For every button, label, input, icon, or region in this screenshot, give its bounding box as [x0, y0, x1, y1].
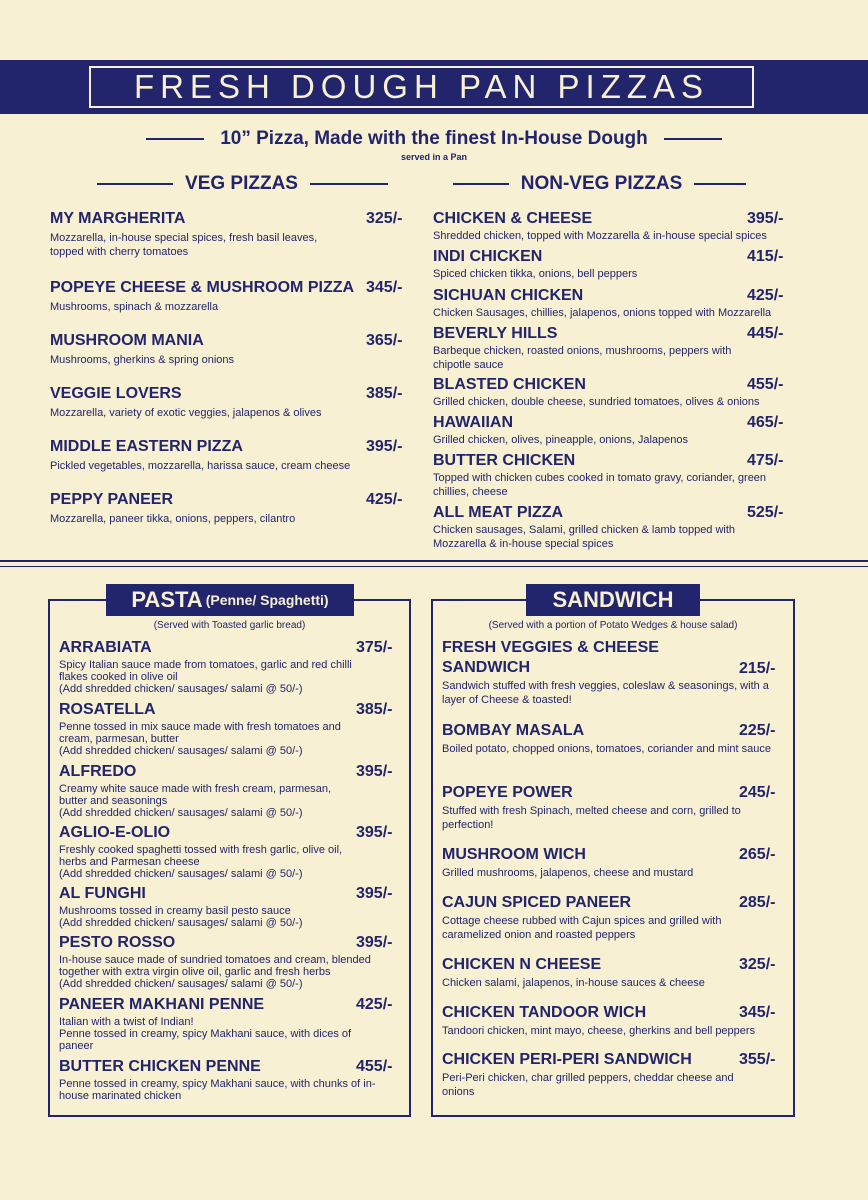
item-desc: Shredded chicken, topped with Mozzarella & in-house special spices: [433, 230, 767, 242]
item-name: PEPPY PANEER: [50, 491, 174, 508]
item-desc: Grilled mushrooms, jalapenos, cheese and mustard: [442, 867, 694, 879]
item-price: 525/-: [747, 504, 784, 521]
item-price: 425/-: [747, 287, 784, 304]
item-desc: Penne tossed in creamy, spicy Makhani sauce, with chunks of in-house marinated chicken: [59, 1078, 376, 1102]
decorative-rule: [694, 183, 746, 185]
subtitle: 10” Pizza, Made with the finest In-House Dough: [220, 128, 648, 149]
nonveg-heading: NON-VEG PIZZAS: [520, 173, 683, 194]
item-price: 415/-: [747, 248, 784, 265]
item-price: 455/-: [356, 1058, 393, 1075]
item-desc: Peri-Peri chicken, char grilled peppers, cheddar cheese and onions: [442, 1072, 734, 1098]
item-desc-block: [59, 721, 364, 757]
item-desc: Mozzarella, variety of exotic veggies, jalapenos & olives: [50, 407, 322, 419]
section-divider: [0, 566, 868, 567]
pasta-title-suffix: (Penne/ Spaghetti): [205, 592, 329, 608]
item-price: 445/-: [747, 325, 784, 342]
subtitle-row: [0, 126, 868, 152]
decorative-rule: [453, 183, 509, 185]
item-desc: Topped with chicken cubes cooked in tomato gravy, coriander, green chillies, cheese: [433, 472, 767, 498]
served-note: served in a Pan: [400, 152, 468, 162]
item-price: 395/-: [356, 885, 393, 902]
item-desc: Mushrooms, spinach & mozzarella: [50, 301, 219, 313]
item-desc: Stuffed with fresh Spinach, melted cheese and corn, grilled to perfection!: [442, 805, 741, 831]
item-price: 225/-: [739, 722, 776, 739]
item-desc-block: [59, 954, 401, 990]
item-price: 395/-: [356, 934, 393, 951]
item-desc: Freshly cooked spaghetti tossed with fresh garlic, olive oil, herbs and Parmesan cheese: [59, 844, 343, 868]
item-desc: In-house sauce made of sundried tomatoes and cream, blended together with extra virgin olive oil, garlic and fresh herbs: [59, 954, 371, 978]
item-addon: (Add shredded chicken/ sausages/ salami @ 50/-): [59, 745, 303, 757]
item-desc: Grilled chicken, olives, pineapple, onions, Jalapenos: [433, 434, 688, 446]
item-desc: Mozzarella, paneer tikka, onions, peppers, cilantro: [50, 513, 296, 525]
item-name: MUSHROOM WICH: [442, 846, 586, 863]
item-addon: (Add shredded chicken/ sausages/ salami @ 50/-): [59, 807, 303, 819]
item-name: POPEYE CHEESE & MUSHROOM PIZZA: [50, 279, 355, 296]
item-name: CHICKEN & CHEESE: [433, 210, 593, 227]
item-name: ARRABIATA: [59, 639, 152, 656]
item-desc-block: [59, 659, 359, 695]
item-addon: Penne tossed in creamy, spicy Makhani sauce, with dices of paneer: [59, 1028, 352, 1052]
decorative-rule: [310, 183, 388, 185]
item-price: 465/-: [747, 414, 784, 431]
item-name: ALL MEAT PIZZA: [433, 504, 564, 521]
item-desc: Barbeque chicken, roasted onions, mushrooms, peppers with chipotle sauce: [433, 345, 732, 371]
item-desc: Grilled chicken, double cheese, sundried tomatoes, olives & onions: [433, 396, 760, 408]
item-desc: Spiced chicken tikka, onions, bell peppers: [433, 268, 638, 280]
item-desc: Cottage cheese rubbed with Cajun spices and grilled with caramelized onion and roasted peppers: [442, 915, 722, 941]
item-price: 425/-: [366, 491, 403, 508]
sandwich-title: [526, 584, 700, 616]
item-price: 395/-: [366, 438, 403, 455]
sandwich-note: (Served with a portion of Potato Wedges & house salad): [488, 620, 738, 631]
item-price: 455/-: [747, 376, 784, 393]
item-name: CAJUN SPICED PANEER: [442, 894, 632, 911]
item-desc: Penne tossed in mix sauce made with fresh tomatoes and cream, parmesan, butter: [59, 721, 341, 745]
item-desc-block: [59, 1016, 374, 1052]
item-price: 345/-: [366, 279, 403, 296]
title-banner: [0, 60, 868, 114]
pasta-title: [106, 584, 354, 616]
item-name: CHICKEN TANDOOR WICH: [442, 1004, 647, 1021]
item-desc-block: [59, 844, 359, 880]
item-name: POPEYE POWER: [442, 784, 573, 801]
item-desc: Chicken sausages, Salami, grilled chicken & lamb topped with Mozzarella & in-house special spices: [433, 524, 736, 550]
item-price: 245/-: [739, 784, 776, 801]
decorative-rule: [146, 138, 204, 140]
item-price: 355/-: [739, 1051, 776, 1068]
item-price: 385/-: [356, 701, 393, 718]
item-name: ROSATELLA: [59, 701, 156, 718]
item-name: HAWAIIAN: [433, 414, 513, 431]
item-desc: Boiled potato, chopped onions, tomatoes, coriander and mint sauce: [442, 743, 771, 755]
item-addon: (Add shredded chicken/ sausages/ salami @ 50/-): [59, 917, 303, 929]
item-name: CHICKEN PERI-PERI SANDWICH: [442, 1051, 692, 1068]
item-price: 385/-: [366, 385, 403, 402]
item-name: MUSHROOM MANIA: [50, 332, 204, 349]
veg-heading: VEG PIZZAS: [185, 173, 298, 194]
title-frame: [89, 66, 754, 108]
item-desc: Chicken salami, jalapenos, in-house sauces & cheese: [442, 977, 705, 989]
item-price: 215/-: [739, 660, 776, 677]
item-price: 325/-: [739, 956, 776, 973]
item-price: 365/-: [366, 332, 403, 349]
sandwich-title-text: SANDWICH: [552, 587, 674, 612]
item-desc: Mushrooms tossed in creamy basil pesto sauce: [59, 905, 291, 917]
item-price: 345/-: [739, 1004, 776, 1021]
item-price: 285/-: [739, 894, 776, 911]
item-addon: (Add shredded chicken/ sausages/ salami @ 50/-): [59, 978, 303, 990]
item-name: PESTO ROSSO: [59, 934, 176, 951]
item-name: VEGGIE LOVERS: [50, 385, 182, 402]
item-addon: (Add shredded chicken/ sausages/ salami @ 50/-): [59, 683, 303, 695]
veg-heading-row: [90, 172, 395, 196]
item-desc: Spicy Italian sauce made from tomatoes, garlic and red chilli flakes cooked in olive oil: [59, 659, 352, 683]
item-name: INDI CHICKEN: [433, 248, 543, 265]
item-desc: Pickled vegetables, mozzarella, harissa sauce, cream cheese: [50, 460, 351, 472]
item-desc-block: [59, 905, 359, 929]
pasta-title-text: PASTA: [131, 587, 203, 612]
item-price: 395/-: [356, 763, 393, 780]
item-price: 395/-: [747, 210, 784, 227]
item-price: 395/-: [356, 824, 393, 841]
item-desc: Italian with a twist of Indian!: [59, 1016, 194, 1028]
item-desc-block: [59, 1078, 399, 1102]
item-desc: Sandwich stuffed with fresh veggies, coleslaw & seasonings, with a layer of Cheese & toasted!: [442, 680, 769, 706]
item-price: 265/-: [739, 846, 776, 863]
item-desc: Creamy white sauce made with fresh cream, parmesan, butter and seasonings: [59, 783, 332, 807]
item-name: AL FUNGHI: [59, 885, 146, 902]
item-desc: Mushrooms, gherkins & spring onions: [50, 354, 235, 366]
section-divider: [0, 560, 868, 562]
item-name: BUTTER CHICKEN: [433, 452, 576, 469]
item-desc: Chicken Sausages, chillies, jalapenos, onions topped with Mozzarella: [433, 307, 772, 319]
item-name: MIDDLE EASTERN PIZZA: [50, 438, 243, 455]
item-name: MY MARGHERITA: [50, 210, 186, 227]
nonveg-heading-row: [446, 172, 753, 196]
item-addon: (Add shredded chicken/ sausages/ salami @ 50/-): [59, 868, 303, 880]
page-title: FRESH DOUGH PAN PIZZAS: [133, 68, 710, 105]
item-name: FRESH VEGGIES & CHEESE: [442, 639, 659, 656]
decorative-rule: [664, 138, 722, 140]
item-name: ALFREDO: [59, 763, 137, 780]
item-price: 475/-: [747, 452, 784, 469]
item-desc: Tandoori chicken, mint mayo, cheese, gherkins and bell peppers: [442, 1025, 756, 1037]
item-name: AGLIO-E-OLIO: [59, 824, 171, 841]
item-desc-block: [59, 783, 359, 819]
item-price: 325/-: [366, 210, 403, 227]
item-name: BOMBAY MASALA: [442, 722, 585, 739]
item-desc: Mozzarella, in-house special spices, fresh basil leaves, topped with cherry tomatoes: [50, 232, 318, 258]
item-name: BEVERLY HILLS: [433, 325, 558, 342]
item-name: SICHUAN CHICKEN: [433, 287, 584, 304]
item-name: BLASTED CHICKEN: [433, 376, 586, 393]
item-price: 425/-: [356, 996, 393, 1013]
item-price: 375/-: [356, 639, 393, 656]
pasta-note: (Served with Toasted garlic bread): [153, 620, 306, 631]
item-name: BUTTER CHICKEN PENNE: [59, 1058, 261, 1075]
decorative-rule: [97, 183, 173, 185]
item-name: PANEER MAKHANI PENNE: [59, 996, 265, 1013]
item-name: CHICKEN N CHEESE: [442, 956, 602, 973]
item-name-line2: SANDWICH: [442, 659, 530, 676]
